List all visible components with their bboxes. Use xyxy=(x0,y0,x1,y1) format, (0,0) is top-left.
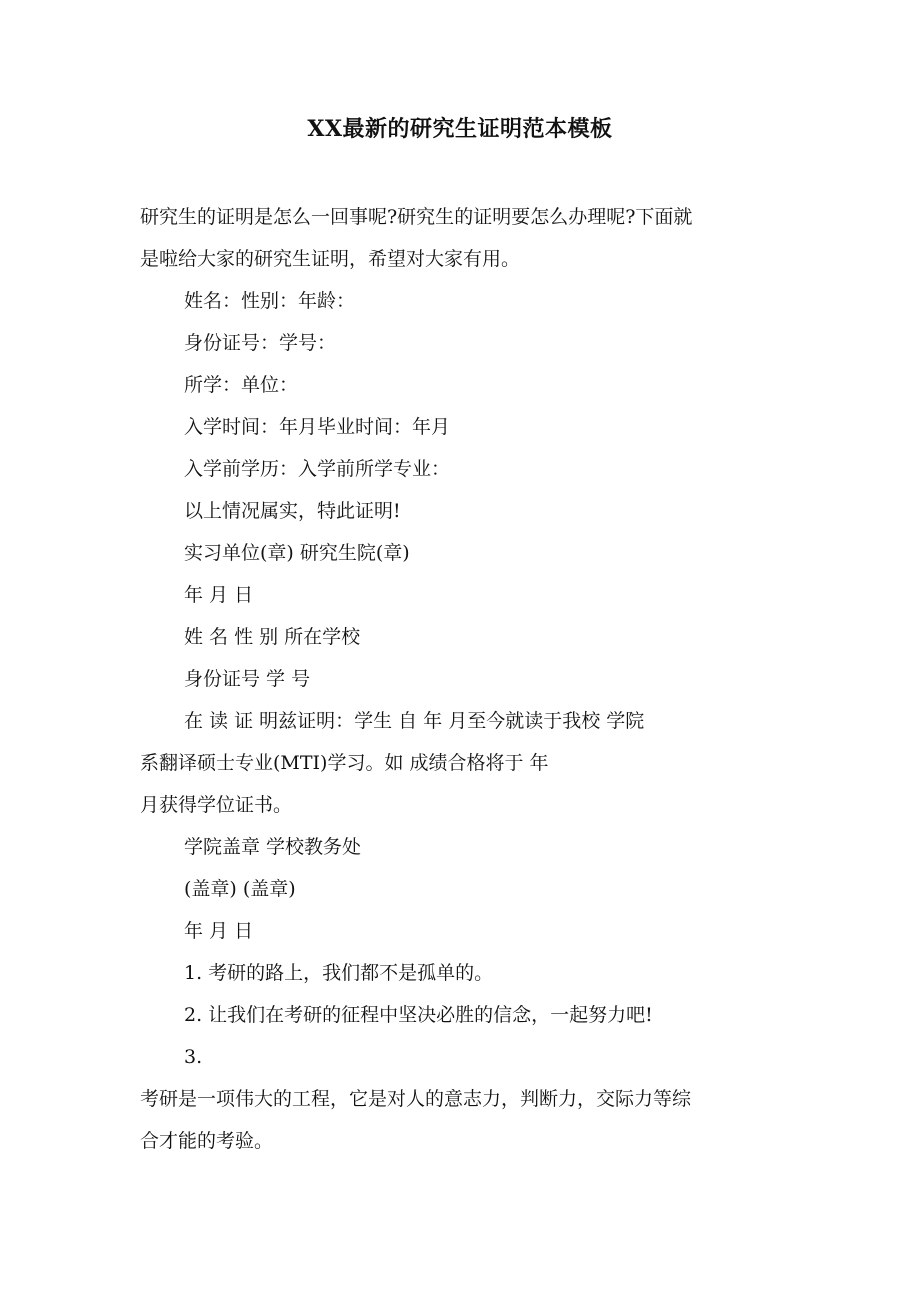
closing-line-1: 考研是一项伟大的工程，它是对人的意志力，判断力，交际力等综 xyxy=(140,1088,692,1110)
list-item-2: 2. 让我们在考研的征程中坚决必胜的信念，一起努力吧! xyxy=(184,1004,653,1026)
field-enroll-graduate-time: 入学时间：年月毕业时间：年月 xyxy=(184,416,451,438)
certify-statement: 以上情况属实，特此证明! xyxy=(184,500,401,522)
enrollment-cert-line-3: 月获得学位证书。 xyxy=(140,794,293,816)
list-item-3: 3. xyxy=(184,1046,203,1068)
field-name-gender-age: 姓名：性别：年龄： xyxy=(184,290,356,312)
intro-line-1: 研究生的证明是怎么一回事呢?研究生的证明要怎么办理呢?下面就 xyxy=(140,206,693,228)
document-body xyxy=(140,196,780,1162)
field-name-gender-school: 姓 名 性 别 所在学校 xyxy=(184,626,361,648)
date-line: 年 月 日 xyxy=(184,584,254,606)
sign-stamp-line: (盖章) (盖章) xyxy=(184,878,296,900)
enrollment-cert-line-2: 系翻译硕士专业(MTI)学习。如 成绩合格将于 年 xyxy=(140,752,549,774)
seal-line: 实习单位(章) 研究生院(章) xyxy=(184,542,410,564)
field-id-number: 身份证号 学 号 xyxy=(184,668,311,690)
field-major-unit: 所学：单位： xyxy=(184,374,299,396)
sign-seal-line: 学院盖章 学校教务处 xyxy=(184,836,362,858)
enrollment-cert-line-1: 在 读 证 明兹证明：学生 自 年 月至今就读于我校 学院 xyxy=(184,710,645,732)
closing-line-2: 合才能的考验。 xyxy=(140,1130,274,1152)
sign-date-line: 年 月 日 xyxy=(184,920,254,942)
document-title: XX最新的研究生证明范本模板 xyxy=(307,116,613,142)
list-item-1: 1. 考研的路上，我们都不是孤单的。 xyxy=(184,962,494,984)
field-prior-education: 入学前学历：入学前所学专业： xyxy=(184,458,451,480)
intro-line-2: 是啦给大家的研究生证明，希望对大家有用。 xyxy=(140,248,521,270)
field-id-student-number: 身份证号：学号： xyxy=(184,332,337,354)
